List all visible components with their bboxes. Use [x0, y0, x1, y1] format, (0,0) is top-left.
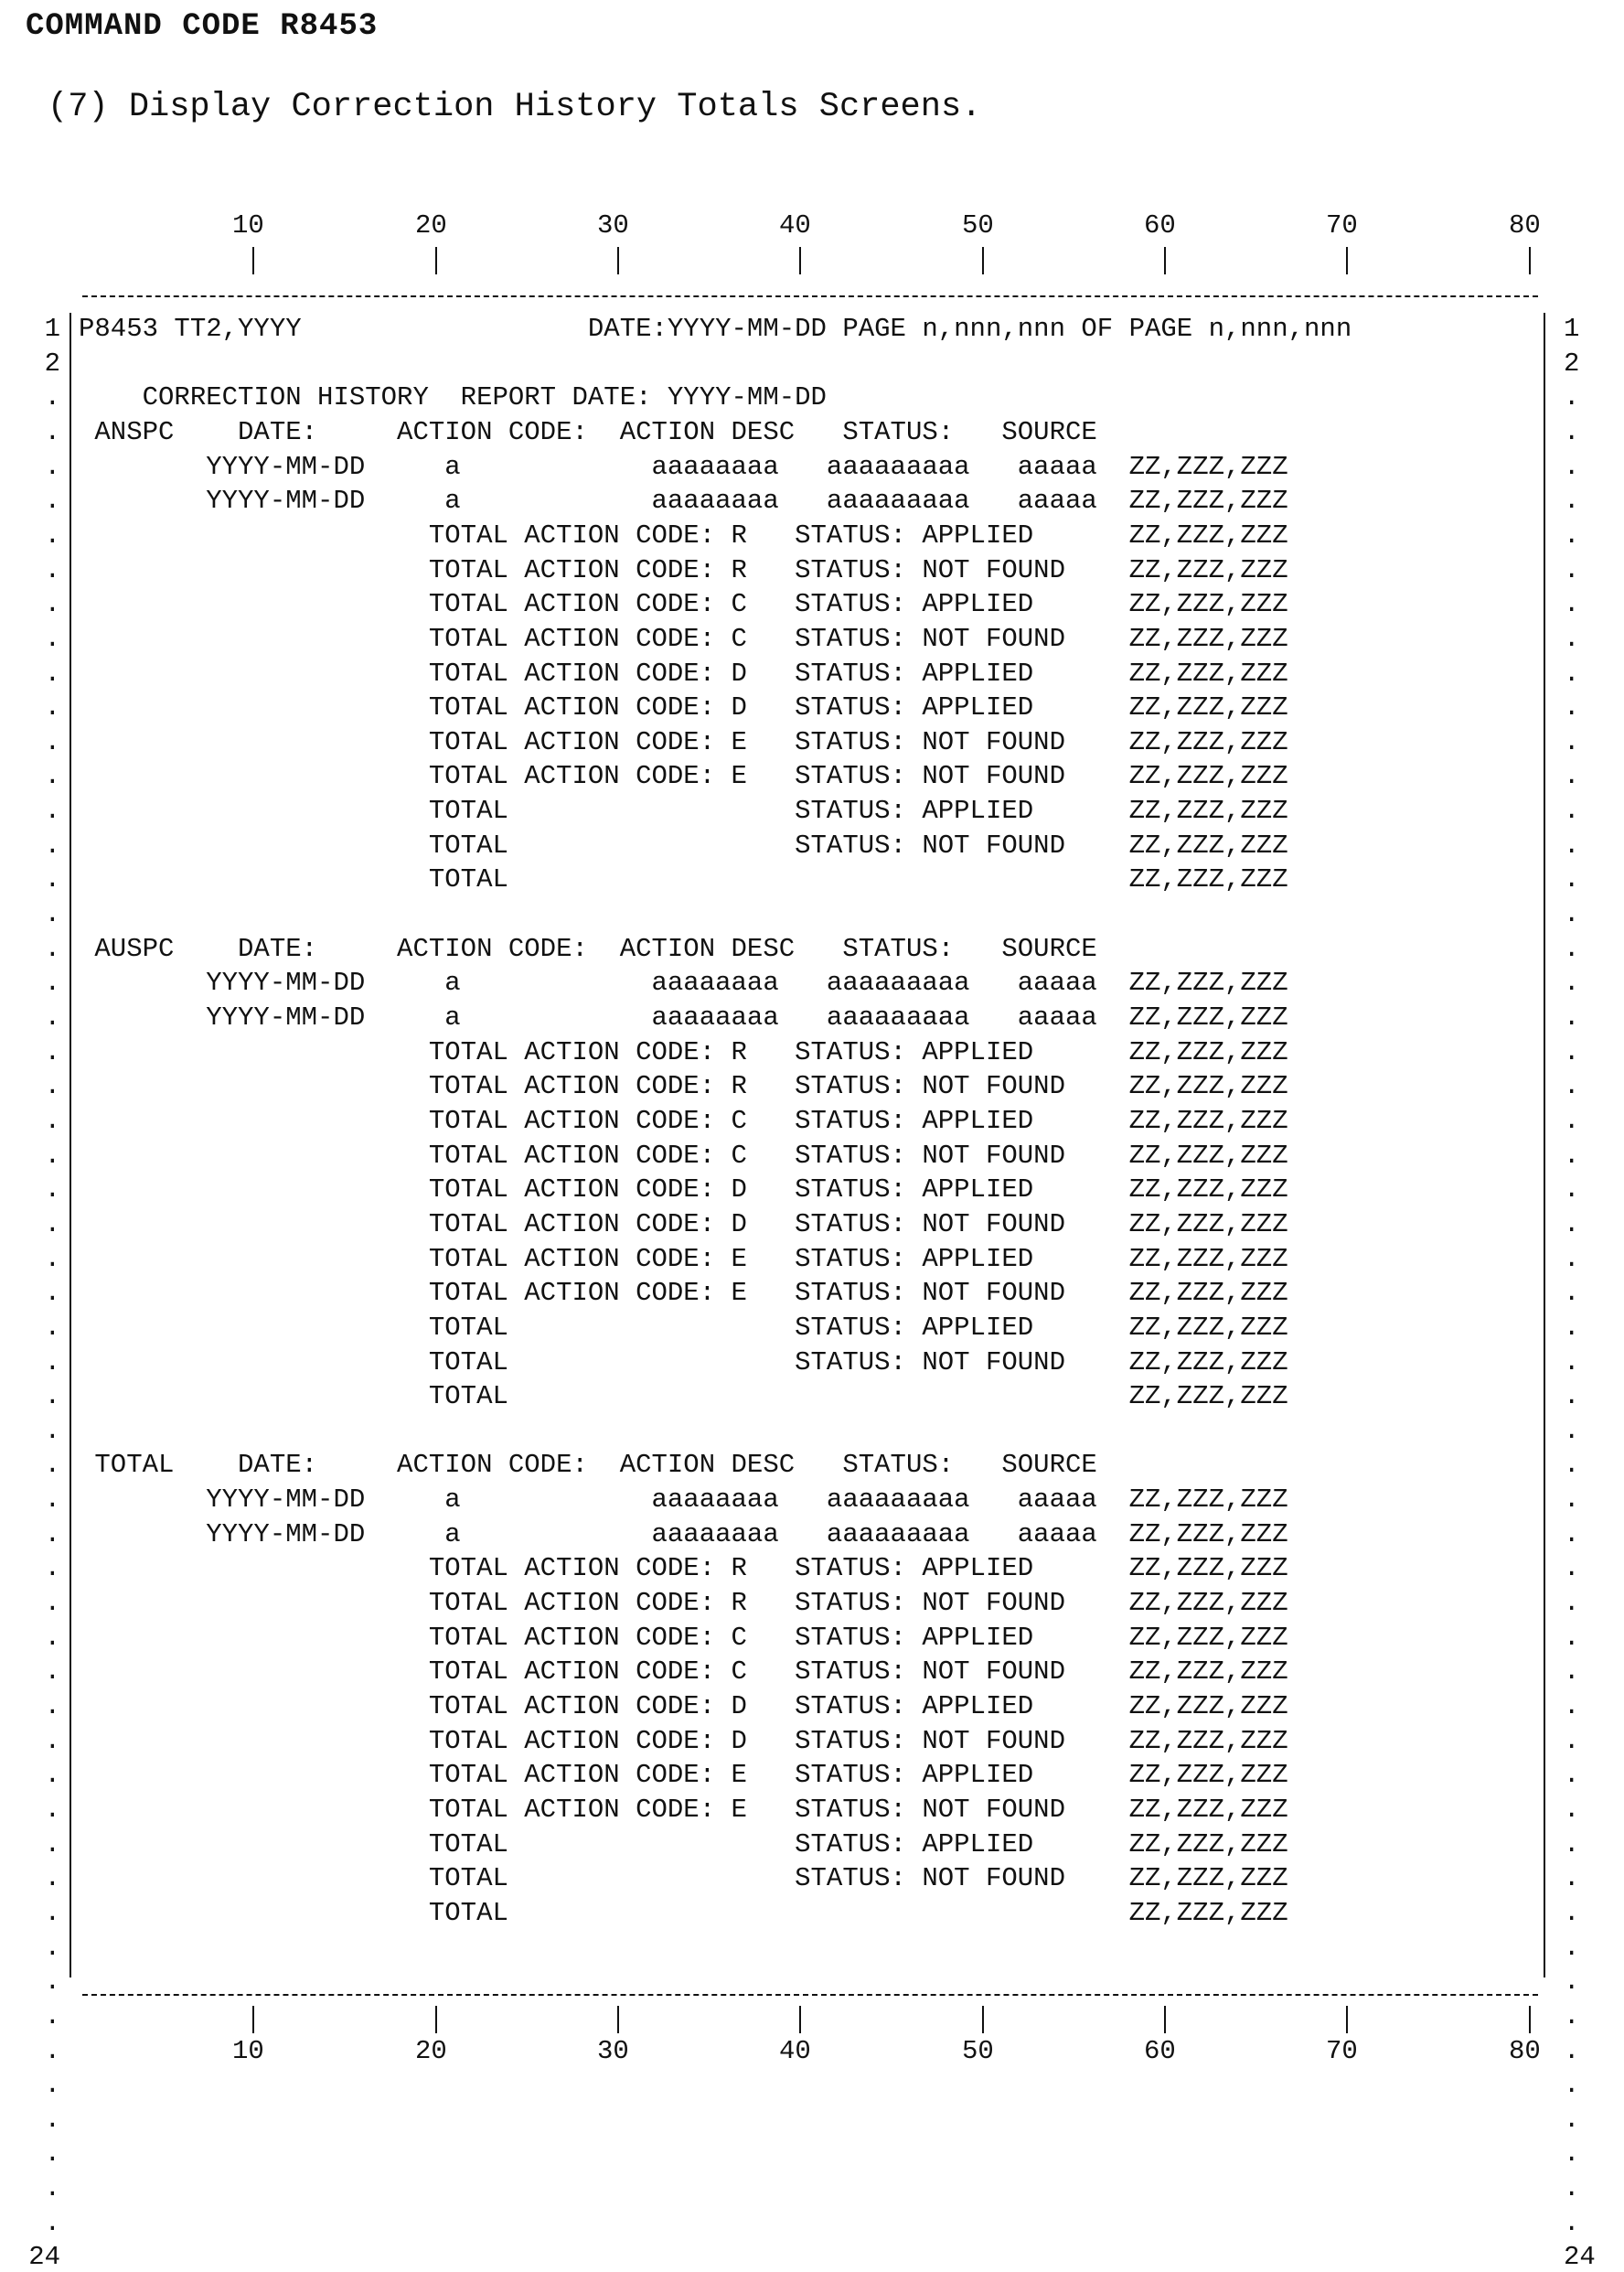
left-line-number: . [44, 899, 60, 930]
right-line-number: . [1564, 1105, 1580, 1136]
left-line-number: . [44, 486, 60, 517]
right-line-number: . [1564, 2138, 1580, 2170]
right-line-number: 24 [1564, 2242, 1596, 2272]
left-line-number: . [44, 1450, 60, 1481]
right-line-number: . [1564, 830, 1580, 861]
left-line-number: . [44, 796, 60, 827]
screen-line: TOTAL STATUS: APPLIED ZZ,ZZZ,ZZZ [79, 1828, 1288, 1859]
right-line-number: . [1564, 1174, 1580, 1206]
right-line-number: . [1564, 382, 1580, 413]
right-line-number: . [1564, 1588, 1580, 1619]
right-line-number: . [1564, 1932, 1580, 1963]
left-line-number: . [44, 2035, 60, 2066]
ruler-column-number: 10 [232, 210, 264, 241]
left-line-number: . [44, 1932, 60, 1963]
right-line-number: . [1564, 1071, 1580, 1102]
ruler-column-number: 30 [597, 2036, 629, 2066]
screen-line: YYYY-MM-DD a aaaaaaaa aaaaaaaaa aaaaa ZZ,ZZZ,ZZZ [79, 451, 1288, 482]
screen-right-border [1544, 313, 1545, 1977]
ruler-tick [982, 2006, 984, 2033]
screen-line: TOTAL ACTION CODE: D STATUS: NOT FOUND ZZ,ZZZ,ZZZ [79, 1208, 1288, 1239]
screen-line: TOTAL ACTION CODE: C STATUS: APPLIED ZZ,ZZZ,ZZZ [79, 1105, 1288, 1136]
screen-line: TOTAL ACTION CODE: C STATUS: APPLIED ZZ,ZZZ,ZZZ [79, 1622, 1288, 1653]
screen-line: TOTAL ACTION CODE: C STATUS: APPLIED ZZ,ZZZ,ZZZ [79, 589, 1288, 620]
right-line-number: . [1564, 1208, 1580, 1239]
left-line-number: . [44, 658, 60, 689]
left-line-number: . [44, 451, 60, 482]
right-line-number: . [1564, 1036, 1580, 1067]
screen-line: TOTAL ACTION CODE: R STATUS: APPLIED ZZ,ZZZ,ZZZ [79, 520, 1288, 551]
screen-line: TOTAL ACTION CODE: D STATUS: APPLIED ZZ,ZZZ,ZZZ [79, 692, 1288, 723]
ruler-column-number: 60 [1144, 2036, 1176, 2066]
left-line-number: . [44, 2207, 60, 2238]
left-line-number: 1 [44, 314, 60, 344]
ruler-tick [799, 247, 801, 274]
screen-line: TOTAL ACTION CODE: E STATUS: APPLIED ZZ,ZZZ,ZZZ [79, 1760, 1288, 1791]
screen-line: CORRECTION HISTORY REPORT DATE: YYYY-MM-DD [79, 382, 827, 413]
left-line-number: . [44, 933, 60, 964]
ruler-column-number: 80 [1509, 210, 1541, 241]
left-line-number: . [44, 1863, 60, 1894]
ruler-tick [252, 2006, 254, 2033]
left-line-number: . [44, 2138, 60, 2170]
left-line-number: . [44, 623, 60, 654]
left-line-number: . [44, 1071, 60, 1102]
left-line-number: . [44, 830, 60, 861]
ruler-column-number: 50 [962, 2036, 994, 2066]
right-line-number: . [1564, 1312, 1580, 1343]
right-line-number: . [1564, 1002, 1580, 1033]
right-line-number: 2 [1564, 348, 1580, 379]
left-line-number: . [44, 1278, 60, 1309]
right-line-number: . [1564, 1622, 1580, 1653]
screen-line: YYYY-MM-DD a aaaaaaaa aaaaaaaaa aaaaa ZZ,ZZZ,ZZZ [79, 1484, 1288, 1516]
left-line-number: . [44, 2070, 60, 2101]
document-heading: COMMAND CODE R8453 [26, 9, 379, 44]
screen-line: YYYY-MM-DD a aaaaaaaa aaaaaaaaa aaaaa ZZ,ZZZ,ZZZ [79, 1518, 1288, 1549]
screen-line: TOTAL DATE: ACTION CODE: ACTION DESC STATUS: SOURCE [79, 1450, 1097, 1481]
left-line-number: 24 [28, 2242, 60, 2272]
right-line-number: . [1564, 2104, 1580, 2135]
screen-line: TOTAL ACTION CODE: E STATUS: NOT FOUND ZZ,ZZZ,ZZZ [79, 1278, 1288, 1309]
right-line-number: . [1564, 1691, 1580, 1721]
left-line-number: . [44, 589, 60, 620]
screen-line: TOTAL ACTION CODE: R STATUS: NOT FOUND ZZ,ZZZ,ZZZ [79, 1071, 1288, 1102]
screen-line: TOTAL ACTION CODE: D STATUS: APPLIED ZZ,ZZZ,ZZZ [79, 1691, 1288, 1721]
screen-line: TOTAL ACTION CODE: D STATUS: APPLIED ZZ,ZZZ,ZZZ [79, 658, 1288, 689]
ruler-tick [1529, 2006, 1531, 2033]
screen-line: TOTAL ZZ,ZZZ,ZZZ [79, 1381, 1288, 1412]
left-line-number: . [44, 761, 60, 792]
left-line-number: . [44, 1725, 60, 1756]
screen-line: ANSPC DATE: ACTION CODE: ACTION DESC STATUS: SOURCE [79, 416, 1097, 447]
screen-line: TOTAL STATUS: APPLIED ZZ,ZZZ,ZZZ [79, 796, 1288, 827]
left-line-number: . [44, 1381, 60, 1412]
left-line-number: . [44, 1105, 60, 1136]
right-line-number: . [1564, 761, 1580, 792]
ruler-tick [982, 247, 984, 274]
right-line-number: . [1564, 1484, 1580, 1516]
right-line-number: . [1564, 968, 1580, 999]
screen-line: TOTAL ACTION CODE: C STATUS: NOT FOUND ZZ,ZZZ,ZZZ [79, 623, 1288, 654]
left-line-number: . [44, 1243, 60, 1274]
right-line-number: . [1564, 692, 1580, 723]
right-line-number: . [1564, 796, 1580, 827]
ruler-column-number: 70 [1326, 2036, 1358, 2066]
left-line-number: . [44, 1691, 60, 1721]
ruler-column-number: 40 [779, 2036, 811, 2066]
left-line-number: . [44, 726, 60, 757]
ruler-tick [1529, 247, 1531, 274]
right-line-number: . [1564, 2173, 1580, 2204]
screen-line: TOTAL STATUS: NOT FOUND ZZ,ZZZ,ZZZ [79, 1863, 1288, 1894]
ruler-tick [252, 247, 254, 274]
screen-line: TOTAL STATUS: NOT FOUND ZZ,ZZZ,ZZZ [79, 830, 1288, 861]
right-line-number: . [1564, 1794, 1580, 1825]
ruler-column-number: 30 [597, 210, 629, 241]
ruler-tick [1164, 247, 1166, 274]
left-line-number: . [44, 2173, 60, 2204]
right-line-number: . [1564, 1278, 1580, 1309]
right-line-number: . [1564, 1656, 1580, 1688]
right-line-number: . [1564, 1415, 1580, 1446]
screen-line: YYYY-MM-DD a aaaaaaaa aaaaaaaaa aaaaa ZZ,ZZZ,ZZZ [79, 486, 1288, 517]
right-line-number: . [1564, 416, 1580, 447]
right-line-number: . [1564, 1450, 1580, 1481]
screen-line: TOTAL STATUS: NOT FOUND ZZ,ZZZ,ZZZ [79, 1346, 1288, 1377]
right-line-number: . [1564, 1863, 1580, 1894]
left-line-number: . [44, 1553, 60, 1584]
screen-line: TOTAL ACTION CODE: E STATUS: NOT FOUND ZZ,ZZZ,ZZZ [79, 726, 1288, 757]
right-line-number: . [1564, 864, 1580, 895]
left-line-number: . [44, 1208, 60, 1239]
left-line-number: . [44, 1346, 60, 1377]
screen-line: TOTAL ACTION CODE: R STATUS: NOT FOUND ZZ,ZZZ,ZZZ [79, 554, 1288, 585]
left-line-number: . [44, 1656, 60, 1688]
screen-line: TOTAL ACTION CODE: E STATUS: APPLIED ZZ,ZZZ,ZZZ [79, 1243, 1288, 1274]
right-line-number: . [1564, 1553, 1580, 1584]
screen-line: TOTAL ACTION CODE: D STATUS: APPLIED ZZ,ZZZ,ZZZ [79, 1174, 1288, 1206]
right-line-number: . [1564, 520, 1580, 551]
right-line-number: . [1564, 1725, 1580, 1756]
left-line-number: . [44, 1622, 60, 1653]
left-line-number: . [44, 1518, 60, 1549]
screen-line: TOTAL ACTION CODE: D STATUS: NOT FOUND ZZ,ZZZ,ZZZ [79, 1725, 1288, 1756]
screen-line: TOTAL ACTION CODE: R STATUS: APPLIED ZZ,ZZZ,ZZZ [79, 1036, 1288, 1067]
screen-line: TOTAL ACTION CODE: R STATUS: NOT FOUND ZZ,ZZZ,ZZZ [79, 1588, 1288, 1619]
screen-line: P8453 TT2,YYYY DATE:YYYY-MM-DD PAGE n,nnn,nnn OF PAGE n,nnn,nnn [79, 314, 1352, 344]
bottom-dashed-border [82, 1994, 1538, 1996]
right-line-number: . [1564, 451, 1580, 482]
ruler-tick [799, 2006, 801, 2033]
left-line-number: . [44, 1140, 60, 1171]
right-line-number: . [1564, 726, 1580, 757]
right-line-number: . [1564, 2000, 1580, 2031]
left-line-number: . [44, 2000, 60, 2031]
ruler-tick [1346, 2006, 1348, 2033]
ruler-column-number: 20 [415, 2036, 447, 2066]
right-line-number: . [1564, 1243, 1580, 1274]
right-line-number: . [1564, 1140, 1580, 1171]
screen-line: TOTAL ACTION CODE: C STATUS: NOT FOUND ZZ,ZZZ,ZZZ [79, 1656, 1288, 1688]
right-line-number: . [1564, 1381, 1580, 1412]
left-line-number: . [44, 1174, 60, 1206]
ruler-tick [617, 247, 619, 274]
left-line-number: . [44, 1760, 60, 1791]
right-line-number: . [1564, 554, 1580, 585]
right-line-number: . [1564, 589, 1580, 620]
left-line-number: . [44, 1588, 60, 1619]
screen-line: TOTAL ACTION CODE: E STATUS: NOT FOUND ZZ,ZZZ,ZZZ [79, 1794, 1288, 1825]
left-line-number: . [44, 1312, 60, 1343]
left-line-number: . [44, 1036, 60, 1067]
ruler-column-number: 70 [1326, 210, 1358, 241]
screen-line: TOTAL ACTION CODE: R STATUS: APPLIED ZZ,ZZZ,ZZZ [79, 1553, 1288, 1584]
right-line-number: . [1564, 623, 1580, 654]
left-line-number: . [44, 554, 60, 585]
screen-line: TOTAL STATUS: APPLIED ZZ,ZZZ,ZZZ [79, 1312, 1288, 1343]
left-line-number: . [44, 1002, 60, 1033]
screen-line: TOTAL ZZ,ZZZ,ZZZ [79, 864, 1288, 895]
left-line-number: . [44, 382, 60, 413]
ruler-tick [1164, 2006, 1166, 2033]
ruler-column-number: 10 [232, 2036, 264, 2066]
right-line-number: 1 [1564, 314, 1580, 344]
ruler-column-number: 50 [962, 210, 994, 241]
right-line-number: . [1564, 486, 1580, 517]
right-line-number: . [1564, 899, 1580, 930]
left-line-number: . [44, 1794, 60, 1825]
screen-line: TOTAL ACTION CODE: C STATUS: NOT FOUND ZZ,ZZZ,ZZZ [79, 1140, 1288, 1171]
ruler-tick [617, 2006, 619, 2033]
right-line-number: . [1564, 1346, 1580, 1377]
left-line-number: . [44, 2104, 60, 2135]
ruler-column-number: 60 [1144, 210, 1176, 241]
left-line-number: 2 [44, 348, 60, 379]
ruler-tick [1346, 247, 1348, 274]
right-line-number: . [1564, 1760, 1580, 1791]
left-line-number: . [44, 1897, 60, 1928]
left-line-number: . [44, 1828, 60, 1859]
right-line-number: . [1564, 2207, 1580, 2238]
ruler-column-number: 40 [779, 210, 811, 241]
ruler-column-number: 20 [415, 210, 447, 241]
right-line-number: . [1564, 933, 1580, 964]
screen-line: YYYY-MM-DD a aaaaaaaa aaaaaaaaa aaaaa ZZ,ZZZ,ZZZ [79, 1002, 1288, 1033]
screen-line: TOTAL ZZ,ZZZ,ZZZ [79, 1897, 1288, 1928]
left-line-number: . [44, 692, 60, 723]
top-dashed-border [82, 295, 1538, 297]
right-line-number: . [1564, 2035, 1580, 2066]
ruler-column-number: 80 [1509, 2036, 1541, 2066]
screen-line: AUSPC DATE: ACTION CODE: ACTION DESC STATUS: SOURCE [79, 933, 1097, 964]
document-subheading: (7) Display Correction History Totals Screens. [48, 88, 982, 126]
ruler-tick [435, 2006, 437, 2033]
left-line-number: . [44, 416, 60, 447]
left-line-number: . [44, 1967, 60, 1998]
screen-left-border [69, 313, 71, 1977]
right-line-number: . [1564, 1967, 1580, 1998]
screen-line: TOTAL ACTION CODE: E STATUS: NOT FOUND ZZ,ZZZ,ZZZ [79, 761, 1288, 792]
right-line-number: . [1564, 1828, 1580, 1859]
right-line-number: . [1564, 658, 1580, 689]
left-line-number: . [44, 1415, 60, 1446]
right-line-number: . [1564, 1897, 1580, 1928]
right-line-number: . [1564, 2070, 1580, 2101]
left-line-number: . [44, 864, 60, 895]
left-line-number: . [44, 968, 60, 999]
left-line-number: . [44, 520, 60, 551]
screen-line: YYYY-MM-DD a aaaaaaaa aaaaaaaaa aaaaa ZZ,ZZZ,ZZZ [79, 968, 1288, 999]
ruler-tick [435, 247, 437, 274]
right-line-number: . [1564, 1518, 1580, 1549]
left-line-number: . [44, 1484, 60, 1516]
